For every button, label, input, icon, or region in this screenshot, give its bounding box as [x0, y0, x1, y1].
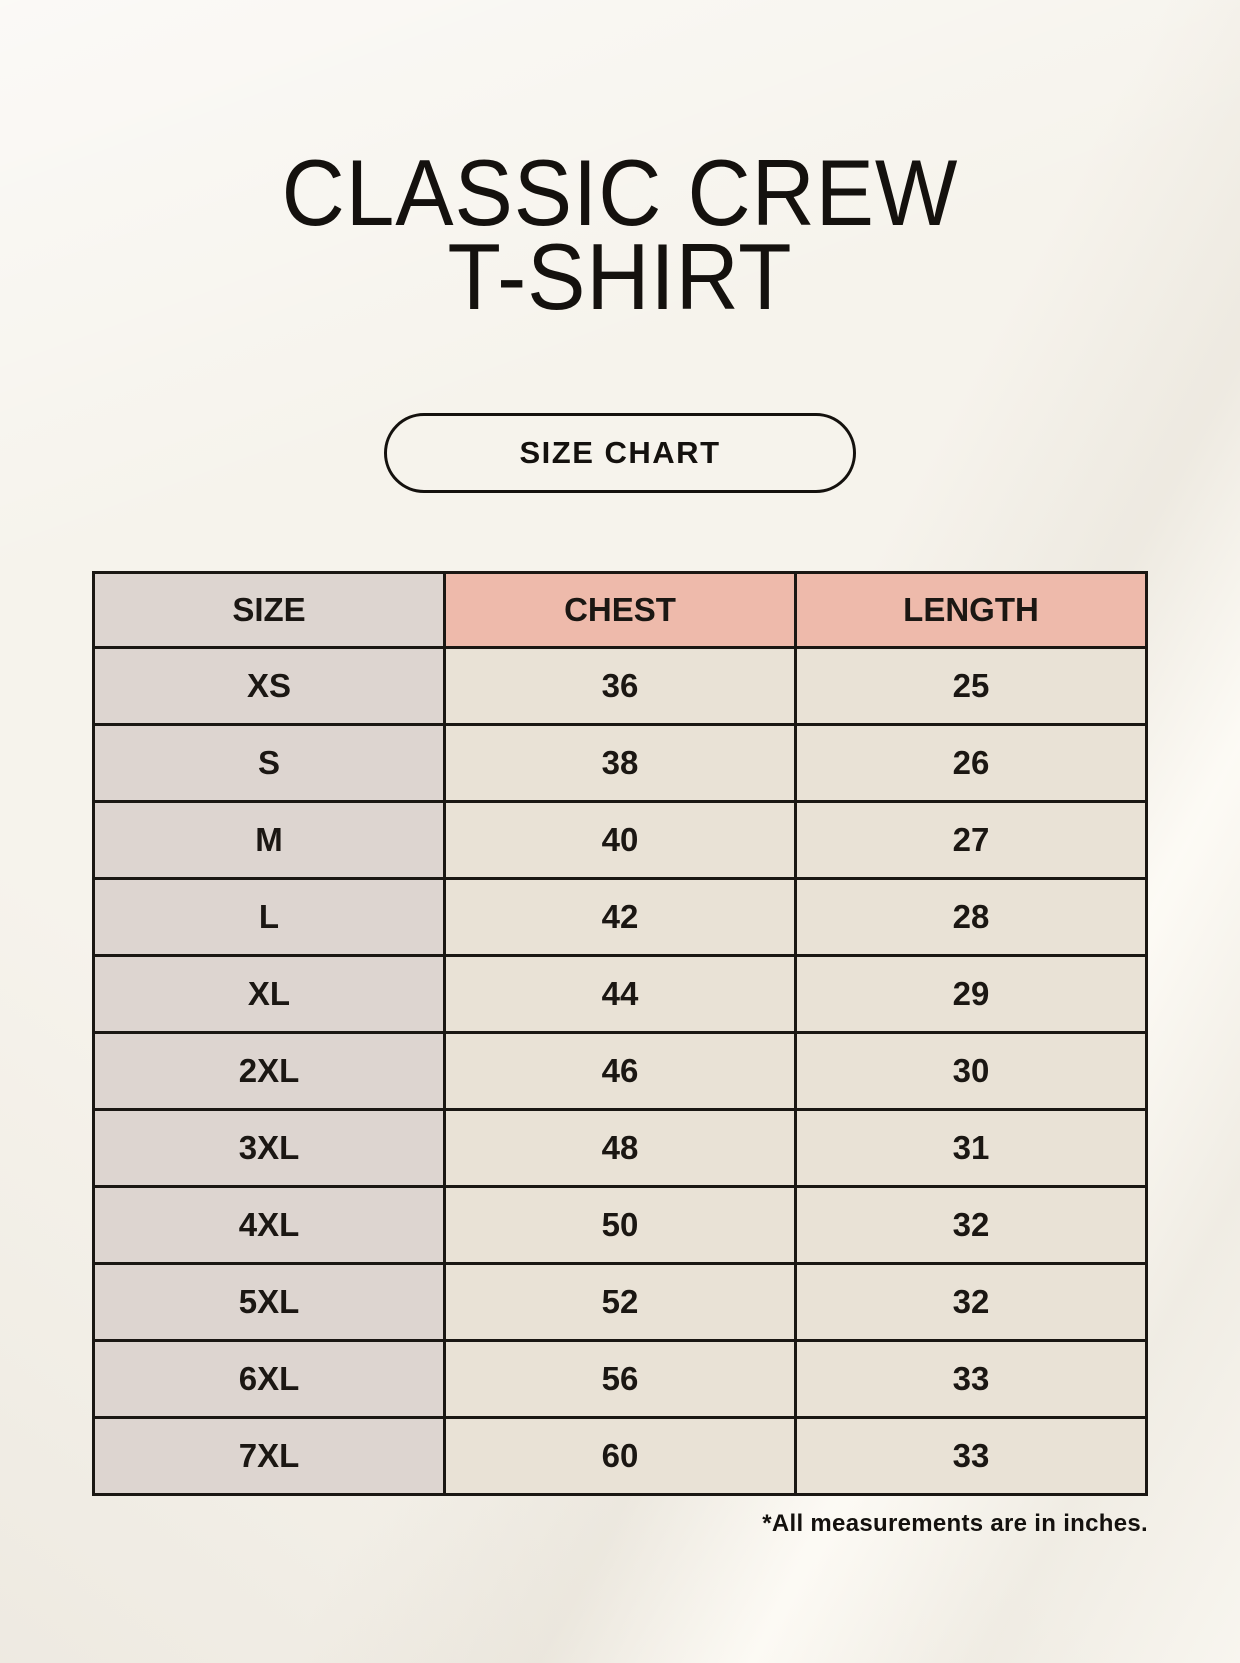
table-row — [94, 1417, 1147, 1494]
title-line-2: T-SHIRT — [447, 223, 793, 329]
size-cell: L — [94, 878, 445, 955]
table-row — [94, 878, 1147, 955]
table-row — [94, 647, 1147, 724]
length-cell: 32 — [796, 1186, 1147, 1263]
title-line-1: CLASSIC CREW — [281, 139, 959, 245]
length-cell: 33 — [796, 1417, 1147, 1494]
chest-cell: 48 — [445, 1109, 796, 1186]
table-row — [94, 1186, 1147, 1263]
column-header-size: SIZE — [94, 572, 445, 647]
size-cell: 7XL — [94, 1417, 445, 1494]
length-cell: 28 — [796, 878, 1147, 955]
table-row — [94, 1340, 1147, 1417]
chest-cell: 46 — [445, 1032, 796, 1109]
table-row — [94, 1032, 1147, 1109]
chest-cell: 42 — [445, 878, 796, 955]
length-cell: 26 — [796, 724, 1147, 801]
size-cell: XL — [94, 955, 445, 1032]
length-cell: 33 — [796, 1340, 1147, 1417]
table-row — [94, 724, 1147, 801]
column-header-chest: CHEST — [445, 572, 796, 647]
chest-cell: 44 — [445, 955, 796, 1032]
size-table-container — [92, 571, 1148, 1496]
page — [0, 63, 1240, 1663]
chest-cell: 40 — [445, 801, 796, 878]
length-cell: 27 — [796, 801, 1147, 878]
chest-cell: 56 — [445, 1340, 796, 1417]
size-cell: 5XL — [94, 1263, 445, 1340]
size-cell: XS — [94, 647, 445, 724]
size-cell: 4XL — [94, 1186, 445, 1263]
table-row — [94, 1109, 1147, 1186]
length-cell: 25 — [796, 647, 1147, 724]
length-cell: 29 — [796, 955, 1147, 1032]
size-table — [92, 571, 1148, 1496]
table-row — [94, 955, 1147, 1032]
size-cell: 3XL — [94, 1109, 445, 1186]
measurements-footnote: *All measurements are in inches. — [762, 1509, 1148, 1537]
size-cell: S — [94, 724, 445, 801]
chest-cell: 50 — [445, 1186, 796, 1263]
size-cell: 2XL — [94, 1032, 445, 1109]
size-cell: M — [94, 801, 445, 878]
size-chart-button[interactable]: SIZE CHART — [384, 413, 856, 493]
length-cell: 32 — [796, 1263, 1147, 1340]
chest-cell: 36 — [445, 647, 796, 724]
table-header-row — [94, 572, 1147, 647]
column-header-length: LENGTH — [796, 572, 1147, 647]
page-title — [0, 63, 1240, 329]
chest-cell: 38 — [445, 724, 796, 801]
size-cell: 6XL — [94, 1340, 445, 1417]
chest-cell: 60 — [445, 1417, 796, 1494]
length-cell: 30 — [796, 1032, 1147, 1109]
length-cell: 31 — [796, 1109, 1147, 1186]
table-row — [94, 1263, 1147, 1340]
chest-cell: 52 — [445, 1263, 796, 1340]
table-row — [94, 801, 1147, 878]
